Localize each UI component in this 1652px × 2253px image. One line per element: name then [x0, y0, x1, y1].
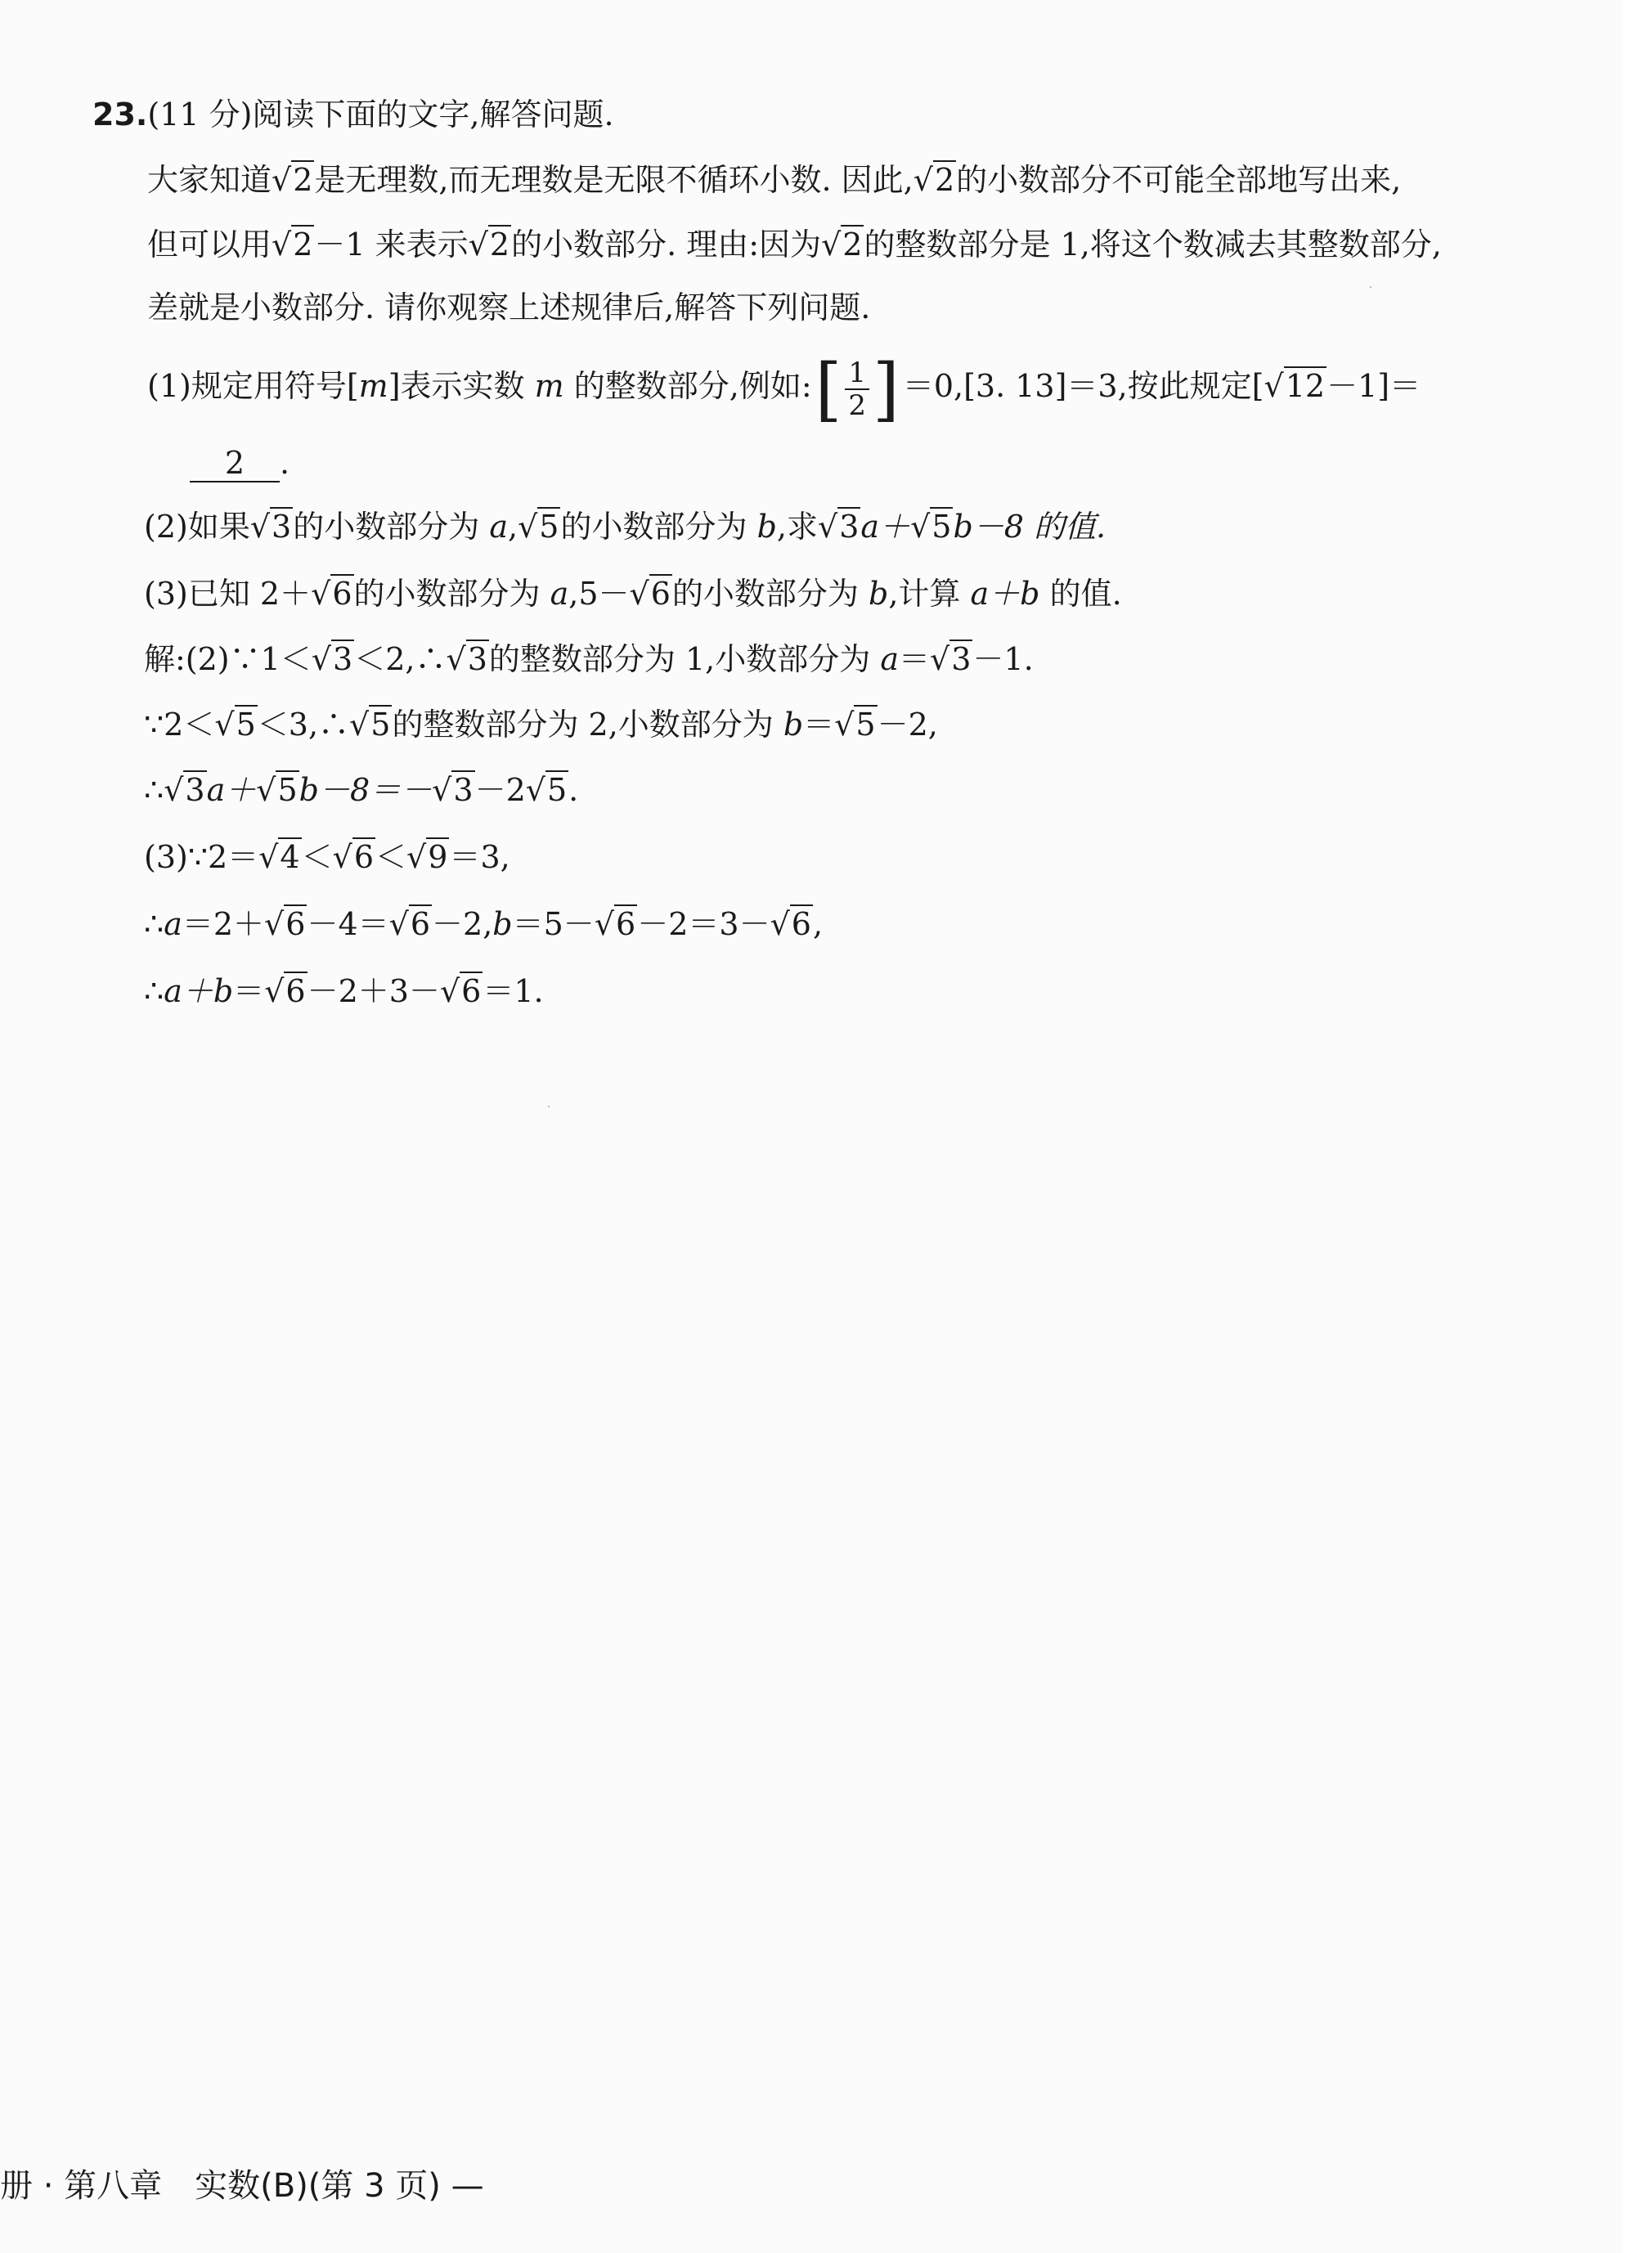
solution-line-2: ∵2＜√5＜3,∴√5的整数部分为 2,小数部分为 b＝√5－2,	[144, 703, 938, 746]
sqrt-2: √2	[468, 227, 510, 263]
sqrt-3: √3	[446, 641, 487, 677]
part2-line: (2)如果√3的小数部分为 a,√5的小数部分为 b,求√3a＋√5b－8 的值.	[144, 505, 1106, 548]
sqrt-6: √6	[311, 576, 352, 612]
sqrt-3: √3	[249, 509, 292, 545]
sqrt-9: √9	[406, 839, 448, 875]
page-footer: 册 · 第八章 实数(B)(第 3 页) —	[0, 2167, 484, 2205]
sqrt-5: √5	[349, 707, 391, 743]
sqrt-2: √2	[821, 227, 863, 263]
solution-line-3: ∴√3a＋√5b－8＝－√3－2√5.	[144, 769, 578, 811]
part1-answer-line: 2 .	[190, 442, 290, 484]
sqrt-3: √3	[164, 772, 205, 808]
fraction-one-half: $\frac{1}{2}$	[845, 357, 869, 421]
sqrt-6: √6	[594, 906, 636, 942]
scan-speck	[548, 1106, 550, 1107]
sqrt-6: √6	[264, 973, 306, 1009]
sqrt-2: √2	[272, 162, 313, 198]
bracketed-fraction: [ $\frac{1}{2}$ ]	[815, 348, 900, 429]
intro-line-2: 但可以用√2－1 来表示√2的小数部分. 理由:因为√2的整数部分是 1,将这个数减去其整数部分,	[147, 223, 1442, 266]
sqrt-4: √4	[258, 839, 300, 875]
sqrt-5: √5	[834, 707, 876, 743]
part3-line: (3)已知 2＋√6的小数部分为 a,5－√6的小数部分为 b,计算 a＋b 的值.	[144, 572, 1122, 615]
intro-line-3: 差就是小数部分. 请你观察上述规律后,解答下列问题.	[147, 289, 871, 325]
sqrt-5: √5	[256, 772, 298, 808]
question-header	[92, 93, 614, 136]
intro-line-1: 大家知道√2是无理数,而无理数是无限不循环小数. 因此,√2的小数部分不可能全部地写出来,	[147, 159, 1401, 201]
question-number: 23.	[92, 96, 148, 132]
sqrt-5: √5	[910, 509, 952, 545]
page-edge	[1623, 0, 1652, 2253]
solution-line-4: (3)∵2＝√4＜√6＜√9＝3,	[144, 836, 510, 878]
sqrt-6: √6	[388, 906, 431, 942]
sqrt-3: √3	[929, 641, 972, 677]
sqrt-5: √5	[518, 509, 559, 545]
sqrt-6: √6	[770, 906, 811, 942]
solution-line-1: 解:(2)∵1＜√3＜2,∴√3的整数部分为 1,小数部分为 a＝√3－1.	[144, 638, 1034, 680]
scan-speck	[1370, 286, 1371, 288]
sqrt-6: √6	[439, 973, 482, 1009]
sqrt-5: √5	[525, 772, 568, 808]
sqrt-6: √6	[629, 576, 671, 612]
answer-blank[interactable]: 2	[190, 445, 280, 482]
sqrt-6: √6	[332, 839, 375, 875]
sqrt-2: √2	[913, 162, 955, 198]
sqrt-6: √6	[264, 906, 306, 942]
question-title: (11 分)阅读下面的文字,解答问题.	[147, 96, 614, 132]
solution-line-6: ∴a＋b＝√6－2＋3－√6＝1.	[144, 970, 544, 1012]
sqrt-2: √2	[272, 227, 313, 263]
solution-line-5: ∴a＝2＋√6－4＝√6－2,b＝5－√6－2＝3－√6,	[144, 903, 823, 945]
sqrt-3: √3	[311, 641, 353, 677]
part1-line: (1)规定用符号[m]表示实数 m 的整数部分,例如: [ $\frac{1}{2}$ ] ＝0,[3. 13]＝3,按此规定[√12－1]＝	[147, 348, 1421, 429]
sqrt-12: √12	[1264, 368, 1326, 404]
sqrt-5: √5	[214, 707, 256, 743]
sqrt-3: √3	[818, 509, 860, 545]
sqrt-3: √3	[432, 772, 474, 808]
